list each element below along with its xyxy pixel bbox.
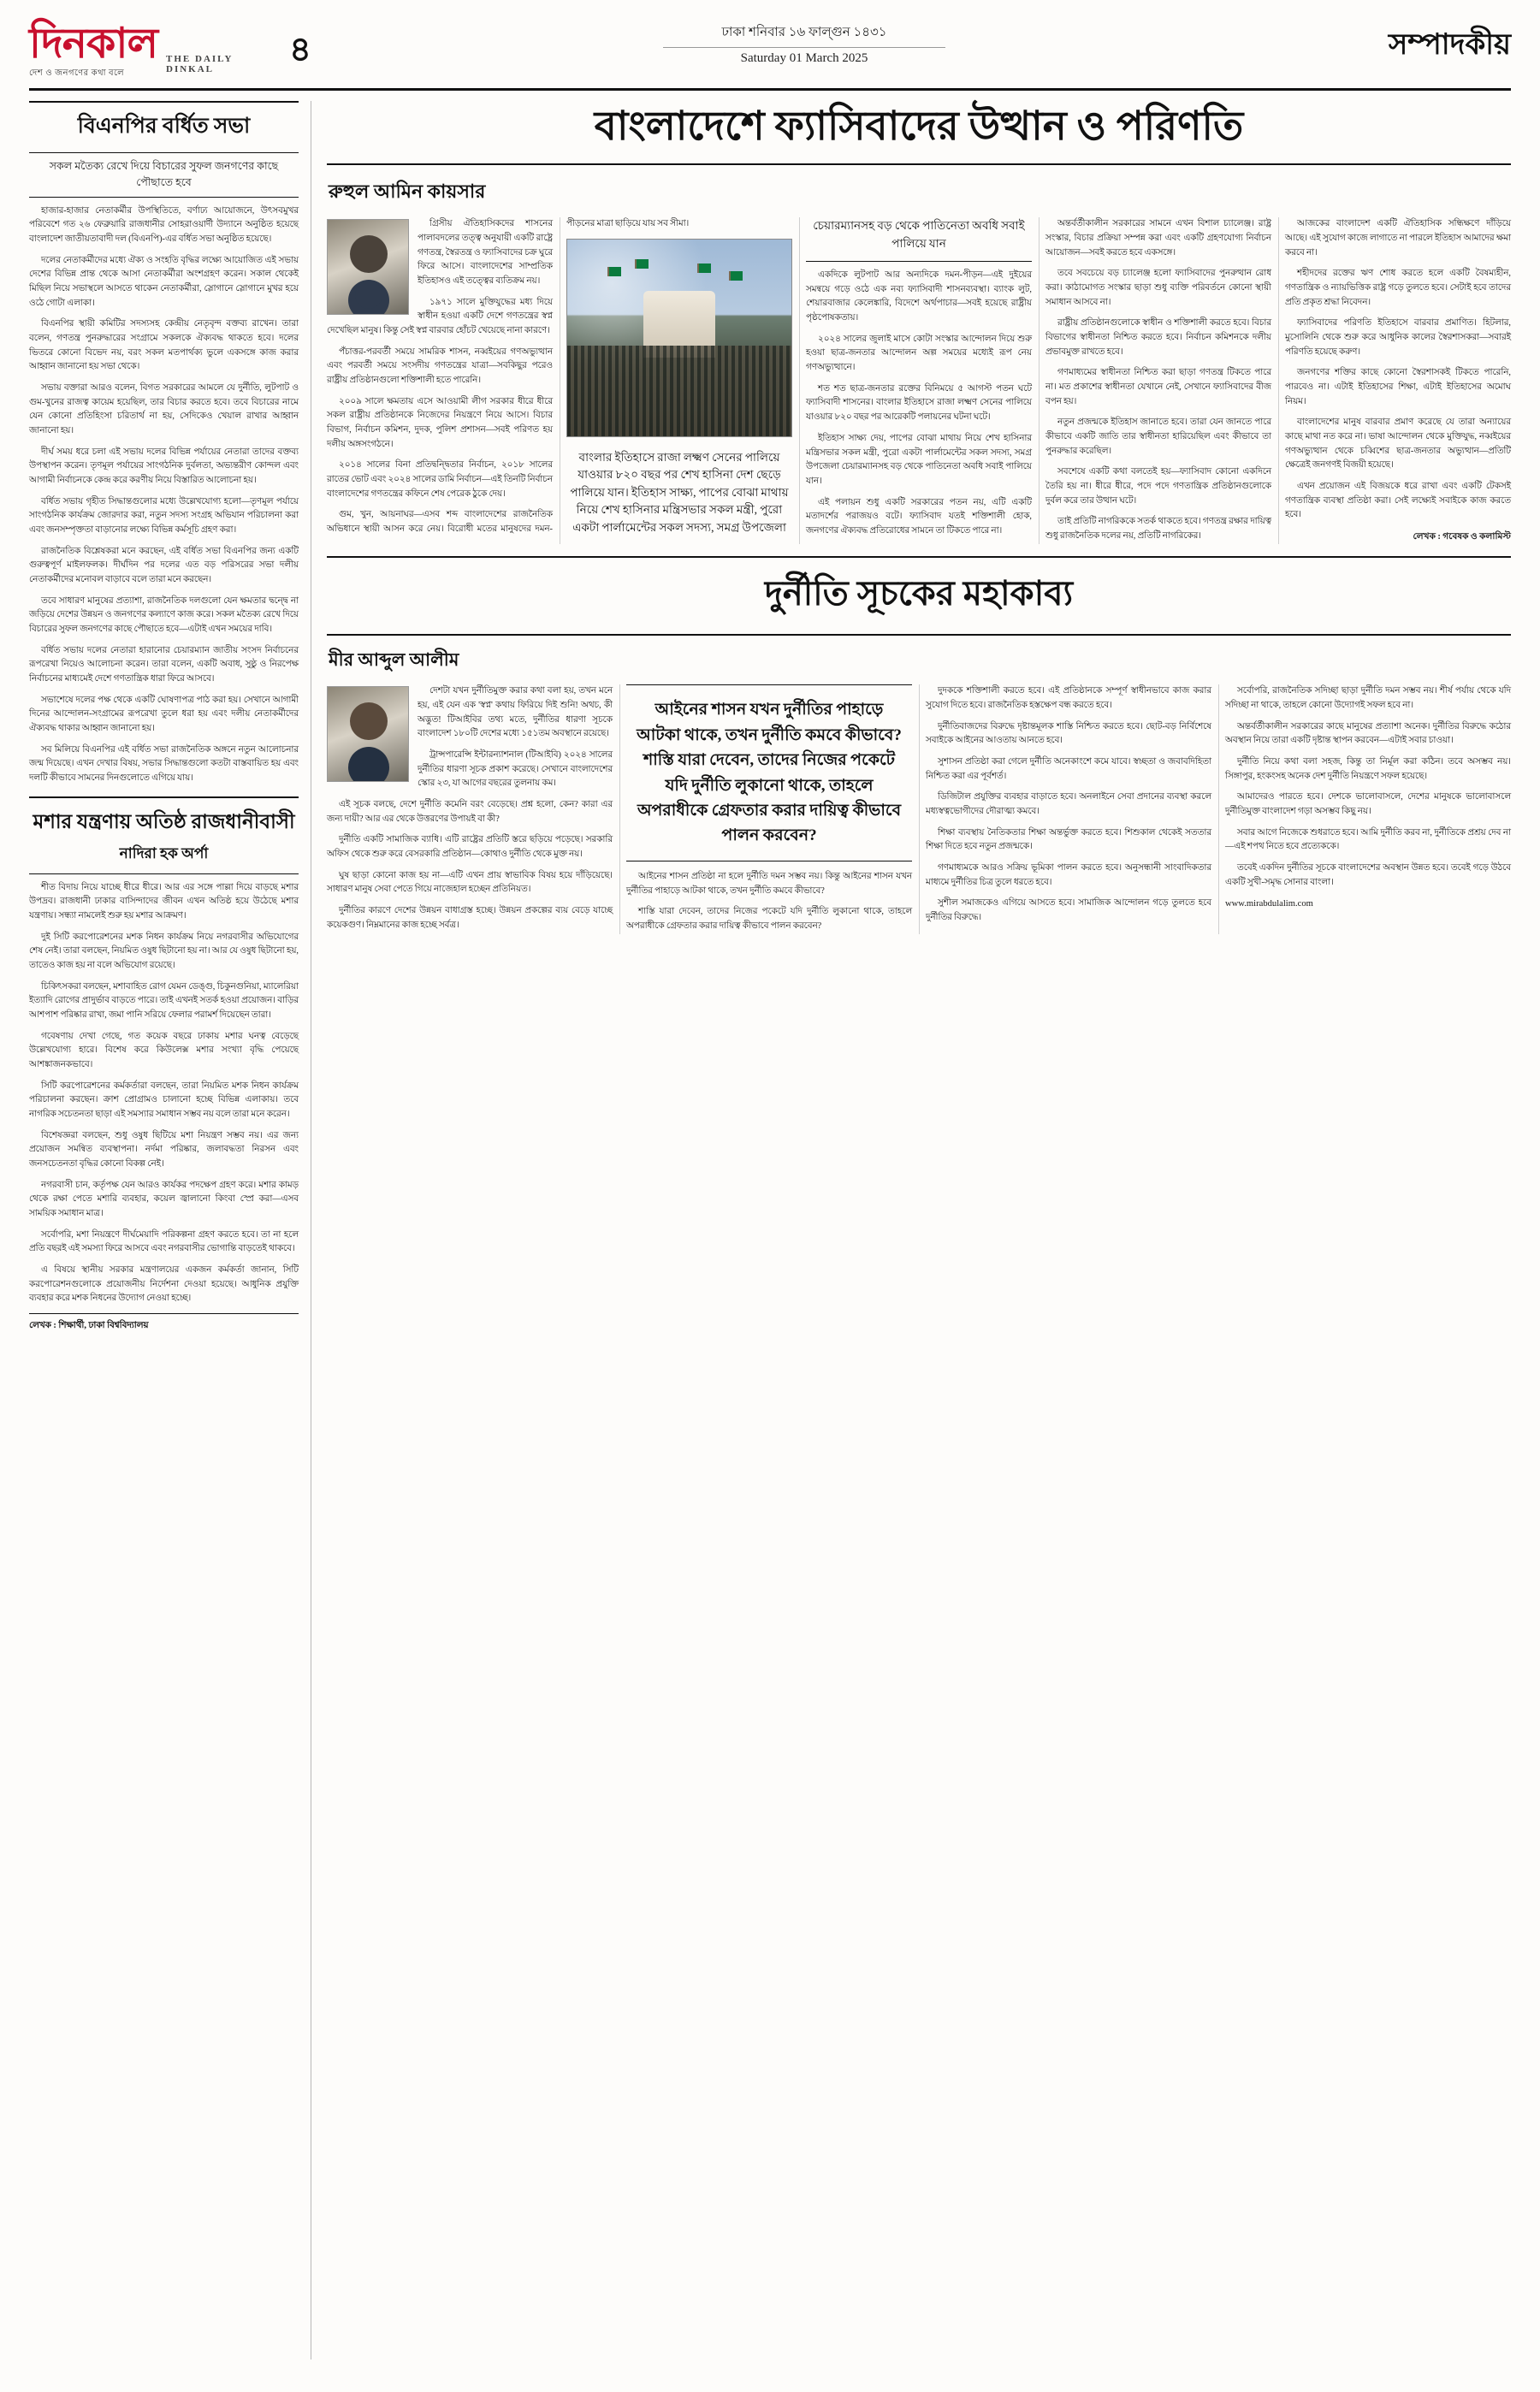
masthead-date-block (311, 22, 1297, 69)
left-article2-author-note: লেখক : শিক্ষার্থী, ঢাকা বিশ্ববিদ্যালয় (29, 1313, 299, 1334)
paragraph: সর্বোপরি, রাজনৈতিক সদিচ্ছা ছাড়া দুর্নীতি দমন সম্ভব নয়। শীর্ষ পর্যায় থেকে যদি সদিচ্ছা না থাকে, তাহলে কোনো উদ্যোগই সফল হবে না। (1225, 686, 1511, 710)
paragraph: দুর্নীতি একটি সামাজিক ব্যাধি। এটি রাষ্ট্রের প্রতিটি স্তরে ছড়িয়ে পড়েছে। সরকারি অফিস থেকে শুরু করে বেসরকারি প্রতিষ্ঠান—কোথাও দুর্নীতি থেকে মুক্ত নয়। (327, 835, 613, 859)
paragraph: ১৯৭১ সালে মুক্তিযুদ্ধের মধ্য দিয়ে স্বাধীন হওয়া একটি দেশে গণতন্ত্রের স্বপ্ন দেখেছিল মানুষ। কিন্তু সেই স্বপ্ন বারবার হোঁচট খেয়েছে নানা কারণে। (327, 297, 553, 336)
paragraph: গণমাধ্যমের স্বাধীনতা নিশ্চিত করা ছাড়া গণতন্ত্র টিকতে পারে না। মত প্রকাশের স্বাধীনতা যেখানে নেই, সেখানে ফ্যাসিবাদের বীজ বপন হয়। (1045, 368, 1271, 406)
paragraph: শত শত ছাত্র-জনতার রক্তের বিনিময়ে ৫ আগস্ট পতন ঘটে ফ্যাসিবাদী শাসনের। বাংলার ইতিহাসে রাজা লক্ষ্মণ সেনের পালিয়ে যাওয়ার ৮২০ বছর পর আরেকটি পলায়নের ঘটনা ঘটে। (806, 383, 1032, 423)
paragraph: ঘুষ ছাড়া কোনো কাজ হয় না—এটি এখন প্রায় স্বাভাবিক বিষয় হয়ে দাঁড়িয়েছে। সাধারণ মানুষ সেবা পেতে গিয়ে নাজেহাল হচ্ছেন প্রতিনিয়ত। (327, 870, 613, 895)
main-article-body (327, 217, 1511, 544)
paragraph: সিটি করপোরেশনের কর্মকর্তারা বলছেন, তারা নিয়মিত মশক নিধন কার্যক্রম পরিচালনা করছেন। ক্রাশ প্রোগ্রামও চালানো হচ্ছে বিভিন্ন এলাকায়। তবে নাগরিক সচেতনতা ছাড়া এই সমস্যার সমাধান সম্ভব নয় বলে তারা মনে করেন। (29, 1081, 299, 1120)
paragraph: আইনের শাসন প্রতিষ্ঠা না হলে দুর্নীতি দমন সম্ভব নয়। কিন্তু আইনের শাসন যখন দুর্নীতির পাহাড়ে আটকা থাকে, তখন দুর্নীতি কমবে কীভাবে? (626, 871, 912, 896)
logo-tagline: দেশ ও জনগণের কথা বলে (29, 68, 125, 78)
paragraph: দলের নেতাকর্মীদের মধ্যে ঐক্য ও সংহতি বৃদ্ধির লক্ষ্যে আয়োজিত এই সভায় দেশের বিভিন্ন প্রান্ত থেকে আসা নেতাকর্মীরা অংশগ্রহণ করেন। সকাল থেকেই মিছিল নিয়ে সভাস্থলে আসতে থাকেন নেতাকর্মীরা, স্লোগানে স্লোগানে মুখর হয়ে ওঠে গোটা এলাকা। (29, 255, 299, 308)
paragraph: সুশীল সমাজকেও এগিয়ে আসতে হবে। সামাজিক আন্দোলন গড়ে তুলতে হবে দুর্নীতির বিরুদ্ধে। (926, 898, 1211, 922)
paragraph: ২০১৪ সালের বিনা প্রতিদ্বন্দ্বিতার নির্বাচন, ২০১৮ সালের রাতের ভোট এবং ২০২৪ সালের ডামি নির্বাচন—এই তিনটি নির্বাচন বাংলাদেশের গণতন্ত্রের কফিনে শেষ পেরেক ঠুকে দেয়। (327, 460, 553, 499)
main-photo-caption: বাংলার ইতিহাসে রাজা লক্ষ্মণ সেনের পালিয়ে যাওয়ার ৮২০ বছর পর শেখ হাসিনা দেশ ছেড়ে পালিয়ে যান। ইতিহাস সাক্ষ্য, পাপের বোঝা মাথায় নিয়ে শেখ হাসিনার মন্ত্রিসভার সকল মন্ত্রী, পুরো একটা পার্লামেন্টের সকল সদস্য, সমগ্র উপজেলা চেয়ারম্যানসহ বড় থেকে পাতিনেতা অবধি সবাই পালিয়ে যান (566, 217, 1032, 544)
paragraph: ট্রান্সপারেন্সি ইন্টারন্যাশনাল (টিআইবি) ২০২৪ সালের দুর্নীতির ধারণা সূচক প্রকাশ করেছে। সেখানে বাংলাদেশের স্কোর ২৩, যা আগের বছরের তুলনায় কম। (418, 749, 613, 789)
paragraph: ২০০৯ সালে ক্ষমতায় এসে আওয়ামী লীগ সরকার ধীরে ধীরে সকল রাষ্ট্রীয় প্রতিষ্ঠানকে নিজেদের নিয়ন্ত্রণে নিয়ে আসে। বিচার বিভাগ, নির্বাচন কমিশন, দুদক, পুলিশ প্রশাসন—সবই পরিণত হয় দলীয় অঙ্গসংগঠনে। (327, 396, 553, 449)
left-article-body (29, 198, 299, 786)
paragraph: ডিজিটাল প্রযুক্তির ব্যবহার বাড়াতে হবে। অনলাইনে সেবা প্রদানের ব্যবস্থা করলে মধ্যস্বত্বভোগীদের দৌরাত্ম্য কমবে। (926, 792, 1211, 816)
paragraph: বর্ধিত সভায় গৃহীত সিদ্ধান্তগুলোর মধ্যে উল্লেখযোগ্য হলো—তৃণমূল পর্যায়ে সাংগঠনিক কার্যক্রম জোরদার করা, নতুন সদস্য সংগ্রহ অভিযান পরিচালনা করা এবং জনসম্পৃক্ততা বাড়ানোর লক্ষ্যে বিভিন্ন কর্মসূচি গ্রহণ করা। (29, 496, 299, 535)
masthead (29, 22, 1511, 91)
author-website-link[interactable]: www.mirabdulalim.com (1225, 899, 1313, 909)
main-headline: বাংলাদেশে ফ্যাসিবাদের উত্থান ও পরিণতি (327, 101, 1511, 165)
main-column (311, 101, 1511, 2359)
left-article2-headline: মশার যন্ত্রণায় অতিষ্ঠ রাজধানীবাসী (33, 810, 295, 832)
paragraph: শাস্তি যারা দেবেন, তাদের নিজের পকেটে যদি দুর্নীতি লুকানো থাকে, তাহলে অপরাধীকে গ্রেফতার করার দায়িত্ব কীভাবে পালন করবেন? (626, 907, 912, 931)
section-title: সম্পাদকীয় (1388, 29, 1511, 61)
paragraph: নতুন প্রজন্মকে ইতিহাস জানাতে হবে। তারা যেন জানতে পারে কীভাবে একটি জাতি তার স্বাধীনতা হারিয়েছিল এবং কীভাবে তা পুনরুদ্ধার করেছিল। (1045, 417, 1271, 456)
paragraph: বিশেষজ্ঞরা বলছেন, শুধু ওষুধ ছিটিয়ে মশা নিয়ন্ত্রণ সম্ভব নয়। এর জন্য প্রয়োজন সমন্বিত ব্যবস্থাপনা। নর্দমা পরিষ্কার, জলাবদ্ধতা নিরসন এবং জনসচেতনতা বৃদ্ধির কোনো বিকল্প নেই। (29, 1130, 299, 1169)
paragraph: তবে সবচেয়ে বড় চ্যালেঞ্জ হলো ফ্যাসিবাদের পুনরুত্থান রোধ করা। কাঠামোগত সংস্কার ছাড়া শুধু ব্যক্তি পরিবর্তনে কোনো স্থায়ী সমাধান আসবে না। (1045, 269, 1271, 307)
paragraph: ইতিহাস সাক্ষ্য দেয়, পাপের বোঝা মাথায় নিয়ে শেখ হাসিনার মন্ত্রিসভার সকল মন্ত্রী, পুরো একটা পার্লামেন্টের সকল সদস্য, সমগ্র উপজেলা চেয়ারম্যানসহ বড় থেকে পাতিনেতা অবধি সবাই পালিয়ে যান। (806, 433, 1032, 486)
paragraph: বর্ধিত সভায় দলের নেতারা হারানোর চেয়ারম্যান জাতীয় সংসদ নির্বাচনের রূপরেখা নিয়েও আলোচনা করেন। তারা বলেন, একটি অবাধ, সুষ্ঠু ও নিরপেক্ষ নির্বাচনের মাধ্যমেই দেশে গণতান্ত্রিক ধারা ফিরে আসবে। (29, 645, 299, 684)
page-body (29, 101, 1511, 2359)
paragraph: নগরবাসী চান, কর্তৃপক্ষ যেন আরও কার্যকর পদক্ষেপ গ্রহণ করে। মশার কামড় থেকে রক্ষা পেতে মশারি ব্যবহার, কয়েল জ্বালানো কিংবা স্প্রে করা—এসব সাময়িক সমাধান মাত্র। (29, 1180, 299, 1219)
paragraph: অন্তর্বর্তীকালীন সরকারের কাছে মানুষের প্রত্যাশা অনেক। দুর্নীতির বিরুদ্ধে কঠোর অবস্থান নিয়ে তারা একটি দৃষ্টান্ত স্থাপন করবেন—এটাই সবার চাওয়া। (1225, 721, 1511, 746)
second-article-body (327, 684, 1511, 933)
paragraph: সভায় বক্তারা আরও বলেন, বিগত সরকারের আমলে যে দুর্নীতি, লুটপাট ও গুম-খুনের রাজত্ব কায়েম হয়েছিল, তার বিচার করতে হবে। তবে বিচারের নামে যেন কোনো প্রতিহিংসা চরিতার্থ না হয়, সেদিকেও খেয়াল রাখার আহ্বান জানানো হয়। (29, 382, 299, 435)
paragraph: গবেষণায় দেখা গেছে, গত কয়েক বছরে ঢাকায় মশার ঘনত্ব বেড়েছে উল্লেখযোগ্য হারে। বিশেষ করে কিউলেক্স মশার সংখ্যা বৃদ্ধি পেয়েছে আশঙ্কাজনকভাবে। (29, 1031, 299, 1070)
paragraph: এই পলায়ন শুধু একটি সরকারের পতন নয়, এটি একটি মতাদর্শের পরাজয়ও বটে। ফ্যাসিবাদ যতই শক্তিশালী হোক, জনগণের ঐক্যবদ্ধ প্রতিরোধের সামনে তা টিকতে পারে না। (806, 497, 1032, 536)
paragraph: ২০২৪ সালের জুলাই মাসে কোটা সংস্কার আন্দোলন দিয়ে শুরু হওয়া ছাত্র-জনতার আন্দোলন অল্প সময়ের মধ্যেই রূপ নেয় গণঅভ্যুত্থানে। (806, 334, 1032, 373)
paragraph: শহীদদের রক্তের ঋণ শোধ করতে হলে একটি বৈষম্যহীন, গণতান্ত্রিক ও ন্যায়ভিত্তিক রাষ্ট্র গড়ে তুলতে হবে। সেটাই হবে তাদের প্রতি প্রকৃত শ্রদ্ধা নিবেদন। (1285, 269, 1511, 307)
logo-english-title: THE DAILY DINKAL (166, 54, 234, 74)
paragraph: গণমাধ্যমকে আরও সক্রিয় ভূমিকা পালন করতে হবে। অনুসন্ধানী সাংবাদিকতার মাধ্যমে দুর্নীতির চিত্র তুলে ধরতে হবে। (926, 862, 1211, 887)
left-article-headline: বিএনপির বর্ধিত সভা (29, 101, 299, 153)
paragraph: হাজার-হাজার নেতাকর্মীর উপস্থিতিতে, বর্ণাঢ্য আয়োজনে, উৎসবমুখর পরিবেশে গত ২৬ ফেব্রুয়ারি রাজধানীর সোহরাওয়ার্দী উদ্যানে অনুষ্ঠিত হয়েছে বাংলাদেশ জাতীয়তাবাদী দল (বিএনপি)-এর বর্ধিত সভা অনুষ্ঠিত হয়েছে। (29, 205, 299, 244)
paragraph: সুশাসন প্রতিষ্ঠা করা গেলে দুর্নীতি অনেকাংশে কমে যাবে। স্বচ্ছতা ও জবাবদিহিতা নিশ্চিত করা এর পূর্বশর্ত। (926, 756, 1211, 781)
paragraph: শিক্ষা ব্যবস্থায় নৈতিকতার শিক্ষা অন্তর্ভুক্ত করতে হবে। শিশুকাল থেকেই সততার শিক্ষা দিতে হবে নতুন প্রজন্মকে। (926, 827, 1211, 852)
main-photo-figure (566, 239, 792, 437)
left-article2-body (29, 881, 299, 1306)
main-signoff: লেখক : গবেষক ও কলামিস্ট (1413, 532, 1511, 542)
paragraph: তাই প্রতিটি নাগরিককে সতর্ক থাকতে হবে। গণতন্ত্র রক্ষার দায়িত্ব শুধু রাজনৈতিক দলের নয়, প্রতিটি নাগরিকের। (1045, 517, 1271, 542)
paragraph: এ বিষয়ে স্থানীয় সরকার মন্ত্রণালয়ের একজন কর্মকর্তা জানান, সিটি করপোরেশনগুলোকে প্রয়োজনীয় নির্দেশনা দেওয়া হয়েছে। আধুনিক প্রযুক্তি ব্যবহার করে মশক নিধনের উদ্যোগ নেওয়া হচ্ছে। (29, 1265, 299, 1304)
paragraph: ফ্যাসিবাদের পরিণতি ইতিহাসে বারবার প্রমাণিত। হিটলার, মুসোলিনি থেকে শুরু করে আধুনিক কালের স্বৈরশাসকরা—সবারই পরিণতি হয়েছে করুণ। (1285, 318, 1511, 357)
paragraph: একদিকে লুটপাট আর অন্যদিকে দমন-পীড়ন—এই দুইয়ের সমন্বয়ে গড়ে ওঠে এক নব্য ফ্যাসিবাদী শাসনব্যবস্থা। ব্যাংক লুট, শেয়ারবাজার কেলেঙ্কারি, বিদেশে অর্থপাচার—সবই হয়েছে রাষ্ট্রীয় পৃষ্ঠপোষকতায়। (806, 270, 1032, 323)
left-article-subhead: সকল মতৈক্য রেখে দিয়ে বিচারের সুফল জনগণের কাছে পৌছাতে হবে (29, 153, 299, 198)
page-number: ৪ (289, 30, 311, 68)
paragraph: দুর্নীতি নিয়ে কথা বলা সহজ, কিন্তু তা নির্মূল করা কঠিন। তবে অসম্ভব নয়। সিঙ্গাপুর, হংকংসহ অনেক দেশ দুর্নীতি নিয়ন্ত্রণে সফল হয়েছে। (1225, 756, 1511, 781)
paragraph: পঁচাত্তর-পরবর্তী সময়ে সামরিক শাসন, নব্বইয়ের গণঅভ্যুত্থান এবং পরবর্তী সময়ে সংসদীয় গণতন্ত্রের যাত্রা—সবকিছুর পরেও রাষ্ট্রীয় প্রতিষ্ঠানগুলো শক্তিশালী হতে পারেনি। (327, 346, 553, 386)
paragraph: এখন প্রয়োজন এই বিজয়কে ধরে রাখা এবং একটি টেকসই গণতান্ত্রিক ব্যবস্থা প্রতিষ্ঠা করা। সেই লক্ষ্যেই সবাইকে কাজ করতে হবে। (1285, 482, 1511, 520)
paragraph: সবশেষে একটি কথা বলতেই হয়—ফ্যাসিবাদ কোনো একদিনে তৈরি হয় না। ধীরে ধীরে, পদে পদে গণতান্ত্রিক প্রতিষ্ঠানগুলোকে দুর্বল করে তার উত্থান ঘটে। (1045, 467, 1271, 506)
paragraph: গ্রিসীয় ঐতিহাসিকদের শাসনের পালাবদলের তত্ত্ব অনুযায়ী একটি রাষ্ট্রে গণতন্ত্র, স্বৈরতন্ত্র ও ফ্যাসিবাদের চক্র ঘুরে ফিরে আসে। বাংলাদেশের সাম্প্রতিক ইতিহাসও এই তত্ত্বের ব্যতিক্রম নয়। (418, 219, 553, 287)
paragraph: সবার আগে নিজেকে শুধরাতে হবে। আমি দুর্নীতি করব না, দুর্নীতিকে প্রশ্রয় দেব না—এই শপথ নিতে হবে প্রত্যেককে। (1225, 827, 1511, 852)
paragraph: বিএনপির স্থায়ী কমিটির সদস্যসহ কেন্দ্রীয় নেতৃবৃন্দ বক্তব্য রাখেন। তারা বলেন, গণতন্ত্র পুনরুদ্ধারের সংগ্রামে সকলকে ঐক্যবদ্ধ থাকতে হবে। দলের ভিতরে কোনো বিভেদ নয়, বরং সকল মতপার্থক্য ভুলে একসঙ্গে কাজ করার আহ্বান জানানো হয় সভা থেকে। (29, 319, 299, 372)
paragraph: আমাদেরও পারতে হবে। দেশকে ভালোবাসলে, দেশের মানুষকে ভালোবাসলে দুর্নীতিমুক্ত বাংলাদেশ গড়া অসম্ভব কিছু নয়। (1225, 792, 1511, 816)
paragraph: গুম, খুন, আয়নাঘর—এসব শব্দ বাংলাদেশের রাজনৈতিক অভিধানে স্থায়ী আসন করে নেয়। বিরোধী মতের মানুষদের দমন-পীড়নের মাত্রা ছাড়িয়ে যায় সব সীমা। (327, 219, 690, 535)
paragraph: দেশটা যখন দুর্নীতিমুক্ত করার কথা বলা হয়, তখন মনে হয়, এই যেন এক 'স্বপ্ন' কথায় ফিরিয়ে দিই শুনি! অথচ, কী অদ্ভুত! টিআইবির তথ্য মতে, দুর্নীতির ধারণা সূচকে বাংলাদেশ ১৮০টি দেশের মধ্যে ১৫১তম অবস্থানে রয়েছে। (418, 686, 613, 739)
author-portrait (327, 219, 409, 315)
paragraph: রাজনৈতিক বিশ্লেষকরা মনে করছেন, এই বর্ধিত সভা বিএনপির জন্য একটি গুরুত্বপূর্ণ মাইলফলক। দীর্ঘদিন পর দলের এত বড় পরিসরের সভা দলীয় নেতাকর্মীদের মনোবল বাড়াবে বলে তারা মনে করছেন। (29, 546, 299, 584)
author-portrait-2 (327, 686, 409, 782)
paragraph: রাষ্ট্রীয় প্রতিষ্ঠানগুলোকে স্বাধীন ও শক্তিশালী করতে হবে। বিচার বিভাগের স্বাধীনতা নিশ্চিত করতে হবে। নির্বাচন কমিশনকে দলীয় প্রভাবমুক্ত রাখতে হবে। (1045, 318, 1271, 357)
paragraph: এই সূচক বলছে, দেশে দুর্নীতি কমেনি বরং বেড়েছে। প্রশ্ন হলো, কেন? কারা এর জন্য দায়ী? আর এর থেকে উত্তরণের উপায়ই বা কী? (327, 799, 613, 824)
paragraph: দুর্নীতির কারণে দেশের উন্নয়ন বাধাগ্রস্ত হচ্ছে। উন্নয়ন প্রকল্পের ব্যয় বেড়ে যাচ্ছে কয়েকগুণ। নিম্নমানের কাজ হচ্ছে সর্বত্র। (327, 905, 613, 930)
left-article2-byline: নাদিরা হক অর্পা (29, 843, 299, 874)
paragraph: সভাশেষে দলের পক্ষ থেকে একটি ঘোষণাপত্র পাঠ করা হয়। সেখানে আগামী দিনের আন্দোলন-সংগ্রামের রূপরেখা তুলে ধরা হয় এবং দলীয় নেতাকর্মীদের ঐক্যবদ্ধ থাকার আহ্বান জানানো হয়। (29, 695, 299, 733)
paragraph: আজকের বাংলাদেশ একটি ঐতিহাসিক সন্ধিক্ষণে দাঁড়িয়ে আছে। এই সুযোগ কাজে লাগাতে না পারলে ইতিহাস আমাদের ক্ষমা করবে না। (1285, 219, 1511, 258)
paragraph: বাংলাদেশের মানুষ বারবার প্রমাণ করেছে যে তারা অন্যায়ের কাছে মাথা নত করে না। ভাষা আন্দোলন থেকে মুক্তিযুদ্ধ, নব্বইয়ের গণঅভ্যুত্থান থেকে চব্বিশের ছাত্র-জনতার অভ্যুত্থান—প্রতিটি ক্ষেত্রেই জনগণই বিজয়ী হয়েছে। (1285, 417, 1511, 471)
second-pull-quote: আইনের শাসন যখন দুর্নীতির পাহাড়ে আটকা থাকে, তখন দুর্নীতি কমবে কীভাবে? শাস্তি যারা দেবেন, তাদের নিজের পকেটে যদি দুর্নীতি লুকানো থাকে, তাহলে অপরাধীকে গ্রেফতার করার দায়িত্ব কীভাবে পালন করবেন? (626, 684, 912, 861)
paragraph: জনগণের শক্তির কাছে কোনো স্বৈরশাসকই টিকতে পারেনি, পারবেও না। এটাই ইতিহাসের শিক্ষা, এটাই ইতিহাসের অমোঘ নিয়ম। (1285, 368, 1511, 406)
paragraph: তবেই একদিন দুর্নীতির সূচকে বাংলাদেশের অবস্থান উন্নত হবে। তবেই গড়ে উঠবে একটি সুখী-সমৃদ্ধ সোনার বাংলা। (1225, 862, 1511, 887)
logo-bangla-title: দিনকাল (29, 20, 158, 67)
paragraph: চিকিৎসকরা বলছেন, মশাবাহিত রোগ যেমন ডেঙ্গু, চিকুনগুনিয়া, ম্যালেরিয়া ইত্যাদি রোগের প্রাদুর্ভাব বাড়তে পারে। তাই এখনই সতর্ক হওয়া প্রয়োজন। বাড়ির আশপাশ পরিষ্কার রাখা, জমা পানি সরিয়ে ফেলার পরামর্শ দিয়েছেন তারা। (29, 981, 299, 1021)
paragraph: দুদককে শক্তিশালী করতে হবে। এই প্রতিষ্ঠানকে সম্পূর্ণ স্বাধীনভাবে কাজ করার সুযোগ দিতে হবে। রাজনৈতিক হস্তক্ষেপ বন্ধ করতে হবে। (926, 686, 1211, 710)
left-column (29, 101, 311, 2359)
second-headline: দুর্নীতি সূচকের মহাকাব্য (327, 558, 1511, 636)
paragraph: সব মিলিয়ে বিএনপির এই বর্ধিত সভা রাজনৈতিক অঙ্গনে নতুন আলোচনার জন্ম দিয়েছে। এখন দেখার বিষয়, সভার সিদ্ধান্তগুলো কতটা বাস্তবায়িত হয় এবং দলটি কীভাবে সামনের দিনগুলোতে এগিয়ে যায়। (29, 744, 299, 784)
newspaper-logo[interactable] (29, 22, 311, 81)
paragraph: তবে সাধারণ মানুষের প্রত্যাশা, রাজনৈতিক দলগুলো যেন ক্ষমতার দ্বন্দ্বে না জড়িয়ে দেশের উন্নয়ন ও জনগণের কল্যাণে কাজ করে। সকল মতৈক্য রেখে দিয়ে বিচারের সুফল জনগণের কাছে পৌছাতে হবে—এটাই এখন সময়ের দাবি। (29, 595, 299, 634)
paragraph: শীত বিদায় নিয়ে যাচ্ছে ধীরে ধীরে। আর এর সঙ্গে পাল্লা দিয়ে বাড়ছে মশার উপদ্রব। রাজধানী ঢাকার বাসিন্দাদের জীবন এখন অতিষ্ঠ হয়ে উঠেছে মশার যন্ত্রণায়। সন্ধ্যা নামলেই শুরু হয় মশার আক্রমণ। (29, 882, 299, 921)
paragraph: অন্তর্বর্তীকালীন সরকারের সামনে এখন বিশাল চ্যালেঞ্জ। রাষ্ট্র সংস্কার, বিচার প্রক্রিয়া সম্পন্ন করা এবং একটি গ্রহণযোগ্য নির্বাচন আয়োজন—সবই করতে হবে একসঙ্গে। (1045, 219, 1271, 258)
date-english: Saturday 01 March 2025 (663, 47, 945, 66)
paragraph: দীর্ঘ সময় ধরে চলা এই সভায় দলের বিভিন্ন পর্যায়ের নেতারা তাদের বক্তব্য উপস্থাপন করেন। তৃণমূল পর্যায়ের সাংগঠনিক দুর্বলতা, অভ্যন্তরীণ কোন্দল এবং আগামী নির্বাচনকে কেন্দ্র করে করণীয় নিয়ে বিস্তারিত আলোচনা হয়। (29, 447, 299, 485)
rally-photo (566, 239, 792, 437)
second-byline: মীর আব্দুল আলীম (329, 649, 459, 671)
main-byline: রুহুল আমিন কায়সার (329, 181, 486, 203)
paragraph: দুই সিটি করপোরেশনের মশক নিধন কার্যক্রম নিয়ে নগরবাসীর অভিযোগের শেষ নেই। তারা বলছেন, নিয়মিত ওষুধ ছিটানো হয় না। আর যে ওষুধ ছিটানো হয়, তাতেও কাজ হয় না বলে অভিযোগ রয়েছে। (29, 932, 299, 971)
date-bangla: ঢাকা শনিবার ১৬ ফাল্গুন ১৪৩১ (721, 26, 887, 39)
paragraph: দুর্নীতিবাজদের বিরুদ্ধে দৃষ্টান্তমূলক শাস্তি নিশ্চিত করতে হবে। ছোট-বড় নির্বিশেষে সবাইকে আইনের আওতায় আনতে হবে। (926, 721, 1211, 746)
paragraph: সর্বোপরি, মশা নিয়ন্ত্রণে দীর্ঘমেয়াদি পরিকল্পনা গ্রহণ করতে হবে। তা না হলে প্রতি বছরই এই সমস্যা ফিরে আসবে এবং নগরবাসীর ভোগান্তি বাড়তেই থাকবে। (29, 1229, 299, 1254)
